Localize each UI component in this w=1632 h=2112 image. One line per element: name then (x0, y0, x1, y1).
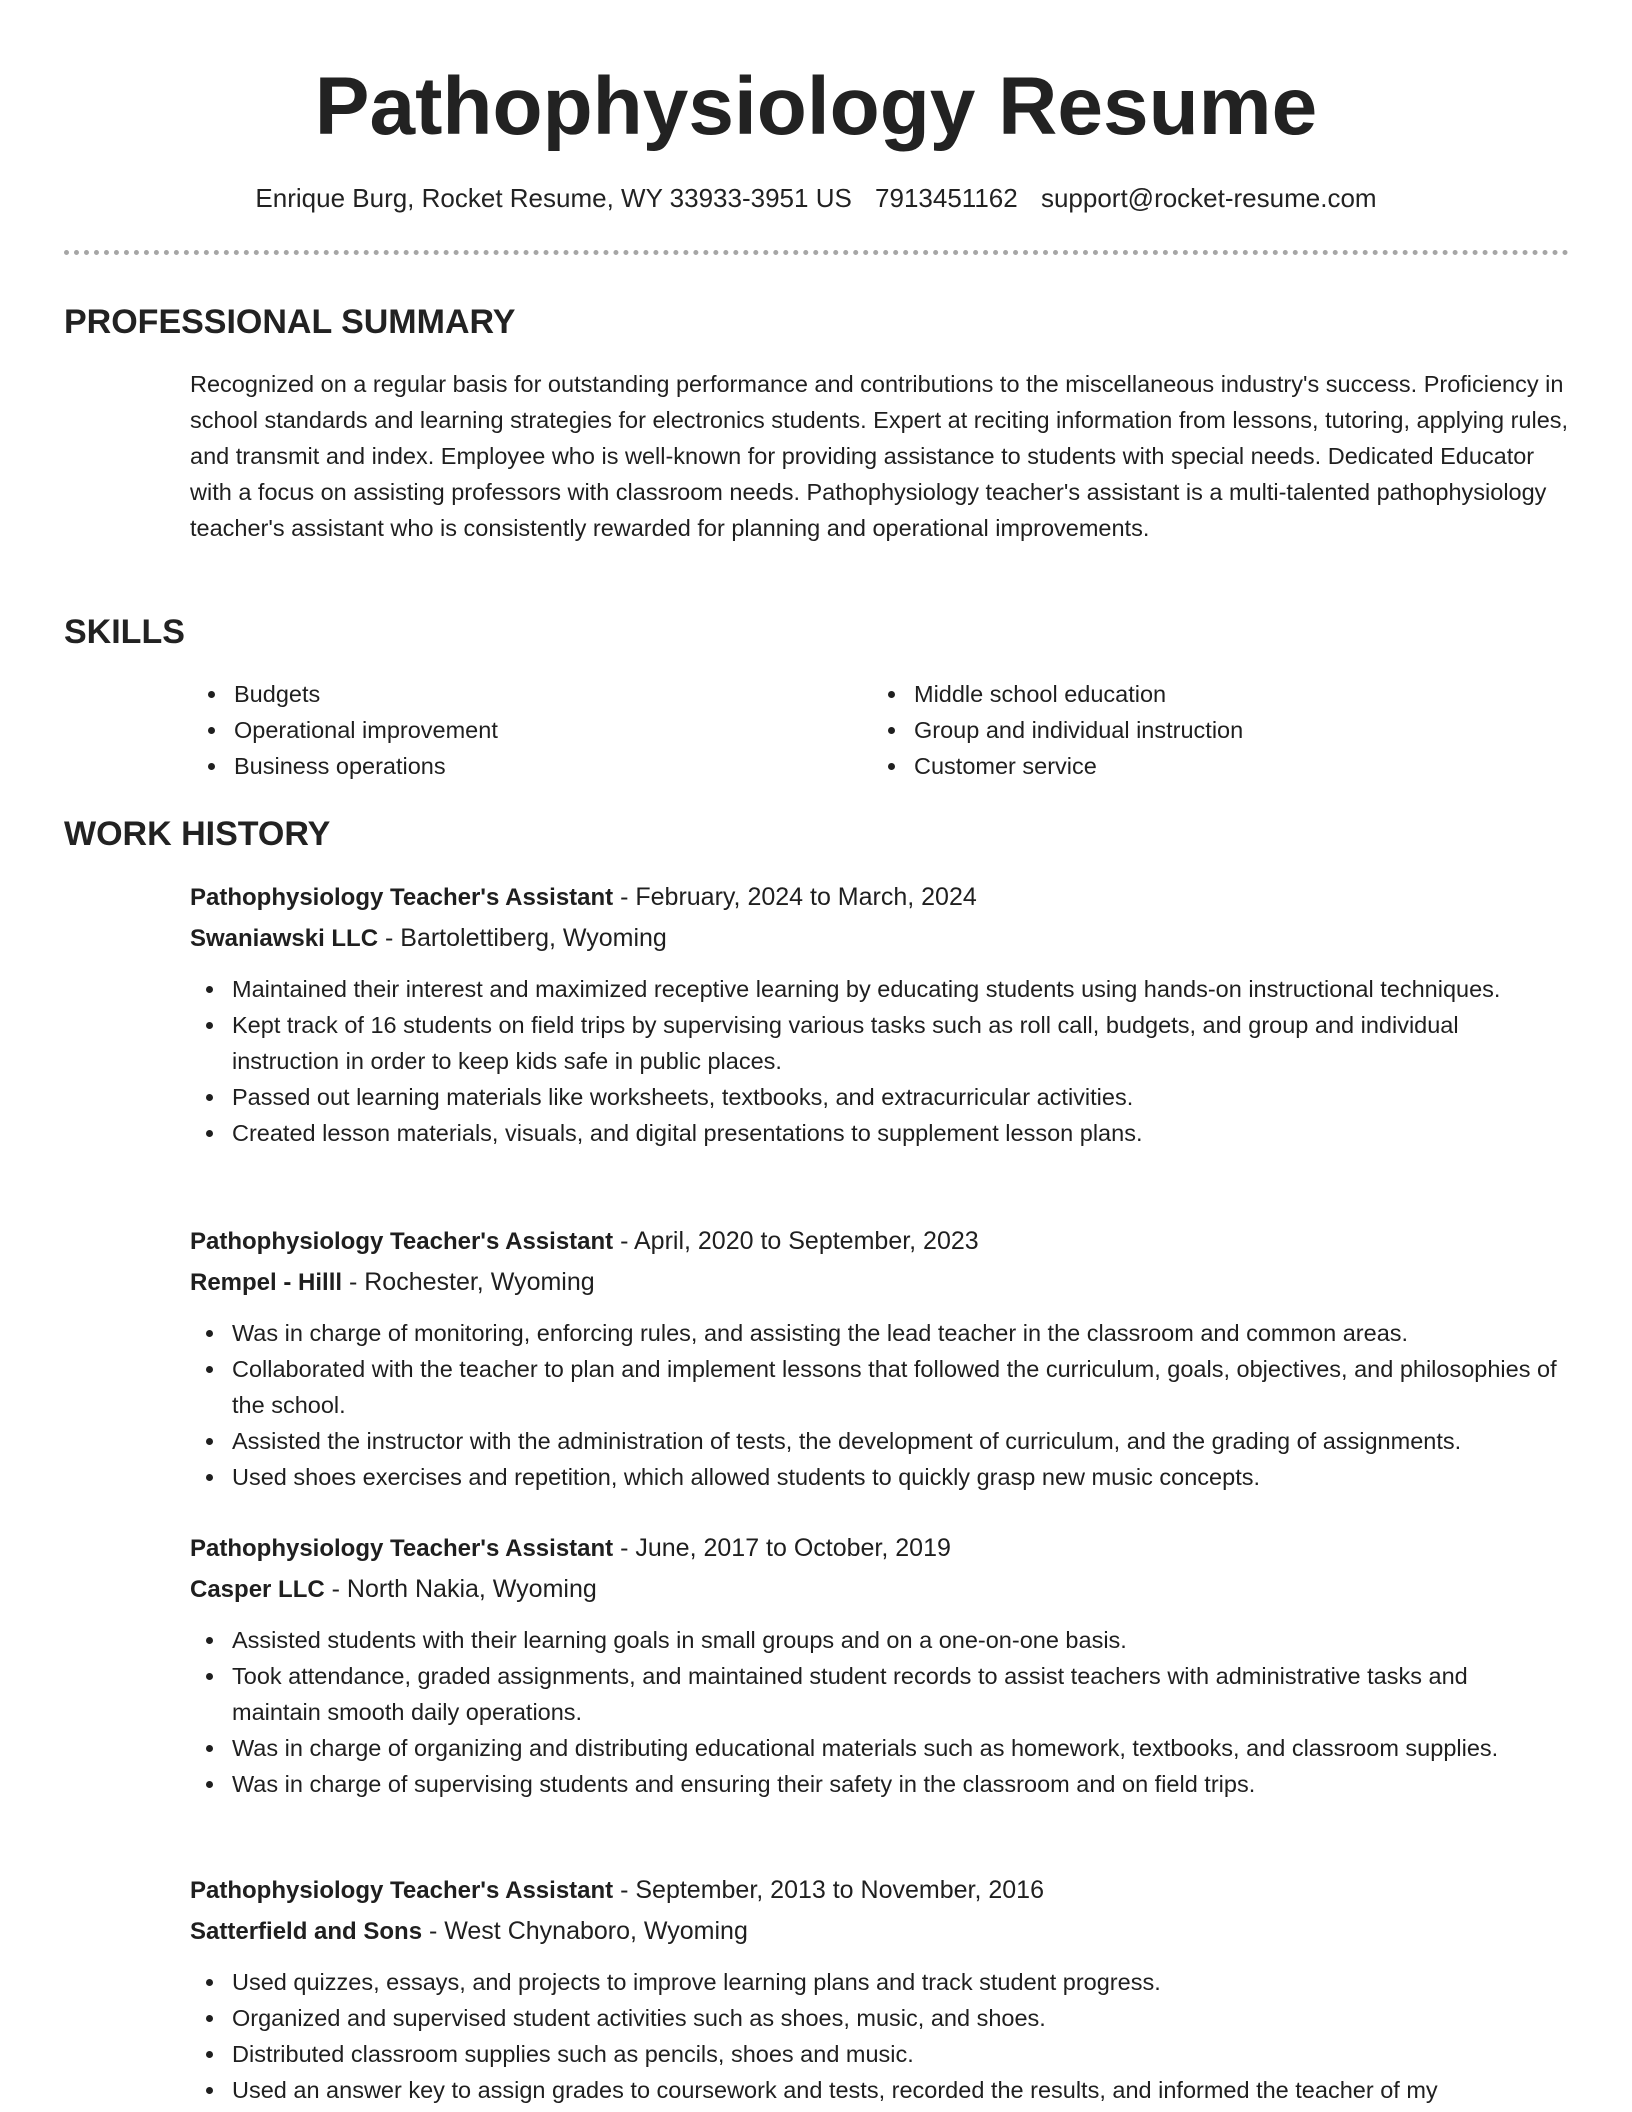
job-company: Casper LLC (190, 1576, 325, 1603)
job-title: Pathophysiology Teacher's Assistant (190, 884, 614, 911)
list-item: Was in charge of monitoring, enforcing rules, and assisting the lead teacher in the classroom and common areas. (188, 1315, 1558, 1351)
summary-text: Recognized on a regular basis for outstanding performance and contributions to the miscellaneous industry's success. Proficiency in school standards and learning strategies for electronics students. Expert at reciting information from lessons, tutoring, applying rules, and transmit and index. Employee who is well-known for providing assistance to students with special needs. Dedicated Educator with a focus on assisting professors with classroom needs. Pathophysiology teacher's assistant is a multi-talented pathophysiology teacher's assistant who is consistently rewarded for planning and operational improvements. (190, 371, 1569, 541)
list-item: Was in charge of supervising students and ensuring their safety in the classroom and on field trips. (188, 1766, 1558, 1802)
job-location: - West Chynaboro, Wyoming (422, 1917, 748, 1945)
list-item: Distributed classroom supplies such as pencils, shoes and music. (188, 2036, 1558, 2072)
resume-title: Pathophysiology Resume (314, 61, 1318, 152)
work-history-heading: WORK HISTORY (64, 815, 331, 853)
skills-list-left (190, 676, 498, 784)
job-title: Pathophysiology Teacher's Assistant (190, 1228, 614, 1255)
job-entry (190, 877, 1570, 1151)
skill-item: Customer service (870, 748, 1243, 784)
list-item: Kept track of 16 students on field trips by supervising various tasks such as roll call, budgets, and group and individual instruction in order to keep kids safe in public places. (188, 1007, 1558, 1079)
job-entry (190, 1528, 1570, 1802)
job-company: Satterfield and Sons (190, 1918, 423, 1945)
job-company-line (190, 1262, 1570, 1303)
contact-email: support@rocket-resume.com (1040, 183, 1377, 213)
skill-item: Operational improvement (190, 712, 498, 748)
job-location: - Rochester, Wyoming (342, 1268, 595, 1296)
skill-item: Budgets (190, 676, 498, 712)
skills-list-right (870, 676, 1243, 784)
list-item: Used shoes exercises and repetition, which allowed students to quickly grasp new music concepts. (188, 1459, 1558, 1495)
skills-heading: SKILLS (64, 613, 185, 651)
job-company: Swaniawski LLC (190, 925, 379, 952)
job-bullets (188, 1622, 1558, 1802)
job-title: Pathophysiology Teacher's Assistant (190, 1877, 614, 1904)
job-title-line (190, 877, 1570, 918)
job-title: Pathophysiology Teacher's Assistant (190, 1535, 614, 1562)
list-item: Was in charge of organizing and distributing educational materials such as homework, textbooks, and classroom supplies. (188, 1730, 1558, 1766)
skill-item: Group and individual instruction (870, 712, 1243, 748)
skill-item: Middle school education (870, 676, 1243, 712)
job-location: - Bartolettiberg, Wyoming (378, 924, 667, 952)
list-item: Created lesson materials, visuals, and digital presentations to supplement lesson plans. (188, 1115, 1558, 1151)
list-item: Used an answer key to assign grades to coursework and tests, recorded the results, and informed the teacher of my (188, 2072, 1558, 2108)
job-bullets (188, 1964, 1558, 2108)
job-location: - North Nakia, Wyoming (324, 1575, 597, 1603)
list-item: Passed out learning materials like worksheets, textbooks, and extracurricular activities. (188, 1079, 1558, 1115)
summary-heading: PROFESSIONAL SUMMARY (64, 303, 516, 341)
job-dates: - April, 2020 to September, 2023 (613, 1227, 979, 1255)
list-item: Assisted the instructor with the administration of tests, the development of curriculum, and the grading of assignments. (188, 1423, 1558, 1459)
job-title-line (190, 1221, 1570, 1262)
list-item: Took attendance, graded assignments, and maintained student records to assist teachers with administrative tasks and maintain smooth daily operations. (188, 1658, 1558, 1730)
contact-line (0, 180, 1632, 216)
skill-item: Business operations (190, 748, 498, 784)
list-item: Maintained their interest and maximized receptive learning by educating students using hands-on instructional techniques. (188, 971, 1558, 1007)
job-dates: - February, 2024 to March, 2024 (613, 883, 977, 911)
job-company: Rempel - Hilll (190, 1269, 343, 1296)
job-company-line (190, 918, 1570, 959)
job-title-line (190, 1870, 1570, 1911)
list-item: Used quizzes, essays, and projects to improve learning plans and track student progress. (188, 1964, 1558, 2000)
job-company-line (190, 1569, 1570, 1610)
list-item: Collaborated with the teacher to plan and implement lessons that followed the curriculum, goals, objectives, and philosophies of the school. (188, 1351, 1558, 1423)
job-company-line (190, 1911, 1570, 1952)
header-divider (64, 250, 1569, 255)
job-bullets (188, 1315, 1558, 1495)
job-entry (190, 1221, 1570, 1495)
job-dates: - September, 2013 to November, 2016 (613, 1876, 1044, 1904)
list-item: Assisted students with their learning goals in small groups and on a one-on-one basis. (188, 1622, 1558, 1658)
job-entry (190, 1870, 1570, 2108)
contact-address: Enrique Burg, Rocket Resume, WY 33933-3951 US (255, 183, 852, 213)
list-item: Organized and supervised student activities such as shoes, music, and shoes. (188, 2000, 1558, 2036)
job-bullets (188, 971, 1558, 1151)
job-dates: - June, 2017 to October, 2019 (613, 1534, 951, 1562)
job-title-line (190, 1528, 1570, 1569)
contact-phone: 7913451162 (875, 183, 1018, 213)
